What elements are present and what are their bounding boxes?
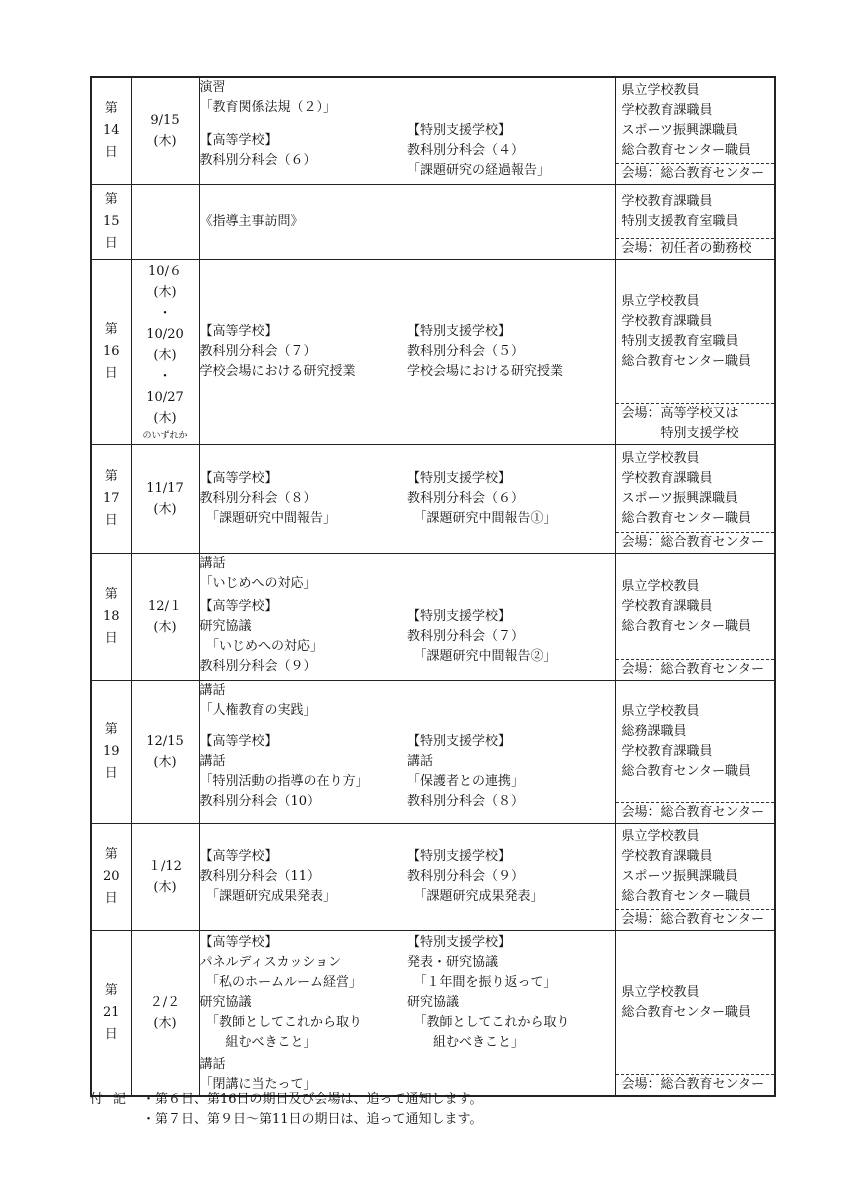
high-school-line: 【高等学校】 bbox=[199, 849, 278, 864]
high-school-line: 教科別分科会（10） bbox=[199, 794, 321, 809]
staff-list bbox=[616, 260, 775, 403]
staff-line: 学校教育課職員 bbox=[621, 598, 713, 614]
common-block bbox=[200, 681, 615, 721]
venue-label: 会場：総合教育センター bbox=[616, 163, 775, 184]
common-block bbox=[200, 1054, 615, 1095]
schedule-row bbox=[91, 445, 775, 554]
high-school-line: パネルディスカッション bbox=[199, 954, 342, 970]
venue-label: 会場：総合教育センター bbox=[616, 802, 775, 823]
special-support-line: 教科別分科会（４） bbox=[407, 143, 525, 158]
content-cell bbox=[199, 931, 615, 1097]
date-label: 12/１ (木) bbox=[148, 599, 182, 635]
day-cell bbox=[91, 185, 131, 260]
staff-wrap bbox=[616, 78, 775, 184]
date-label: ２/２ (木) bbox=[149, 995, 181, 1031]
special-support-line: 「課題研究中間報告①」 bbox=[407, 511, 557, 526]
content-row bbox=[200, 118, 615, 184]
content-grid bbox=[200, 260, 615, 444]
day-cell bbox=[91, 824, 131, 931]
high-school-line: 【高等学校】 bbox=[199, 734, 278, 749]
staff-line: 学校教育課職員 bbox=[621, 848, 713, 864]
content-grid bbox=[200, 931, 615, 1095]
special-support-line: 【特別支援学校】 bbox=[407, 934, 512, 950]
staff-cell bbox=[615, 554, 775, 681]
staff-line: スポーツ振興課職員 bbox=[621, 122, 738, 138]
content-cell bbox=[199, 260, 615, 445]
note-line-2: ・第７日、第９日～第11日の期日は、追って通知します。 bbox=[142, 1112, 483, 1127]
high-school-block bbox=[200, 594, 408, 680]
content-grid bbox=[200, 185, 615, 259]
high-school-line: 教科別分科会（11） bbox=[199, 869, 321, 884]
schedule-row bbox=[91, 824, 775, 931]
content-row bbox=[200, 721, 615, 823]
special-support-line: 【特別支援学校】 bbox=[407, 123, 512, 138]
special-support-line: 【特別支援学校】 bbox=[407, 849, 512, 864]
note-line-1: ・第６日、第16日の期日及び会場は、追って通知します。 bbox=[142, 1092, 483, 1107]
content-cell bbox=[199, 77, 615, 185]
high-school-block bbox=[200, 721, 408, 823]
schedule-row bbox=[91, 931, 775, 1097]
special-support-line: 「教師としてこれから取り bbox=[407, 1014, 570, 1030]
special-support-block bbox=[407, 824, 615, 930]
date-cell bbox=[131, 681, 199, 824]
special-support-line: 教科別分科会（５） bbox=[407, 344, 525, 359]
common-line: 「閉講に当たって」 bbox=[199, 1076, 317, 1092]
high-school-line: 教科別分科会（８） bbox=[199, 491, 317, 506]
staff-line: 学校教育課職員 bbox=[621, 470, 713, 486]
special-support-line: 教科別分科会（６） bbox=[407, 491, 525, 506]
date-label: 11/17 (木) bbox=[146, 481, 184, 517]
special-support-line: 【特別支援学校】 bbox=[407, 609, 512, 624]
staff-cell bbox=[615, 931, 775, 1097]
staff-wrap bbox=[616, 260, 775, 444]
content-cell bbox=[199, 185, 615, 260]
date-cell bbox=[131, 824, 199, 931]
staff-wrap bbox=[616, 824, 775, 930]
staff-cell bbox=[615, 681, 775, 824]
high-school-line: 教科別分科会（６） bbox=[199, 153, 317, 168]
staff-line: 学校教育課職員 bbox=[621, 102, 713, 118]
staff-line: 総合教育センター職員 bbox=[621, 618, 751, 634]
high-school-line: 【高等学校】 bbox=[199, 599, 278, 614]
venue-label: 会場：総合教育センター bbox=[616, 659, 775, 680]
content-row bbox=[200, 78, 615, 118]
staff-line: 学校教育課職員 bbox=[621, 193, 713, 209]
day-cell bbox=[91, 260, 131, 445]
staff-list bbox=[616, 681, 775, 802]
staff-line: 県立学校教員 bbox=[621, 293, 700, 309]
content-row bbox=[200, 445, 615, 553]
day-label: 第 19 日 bbox=[102, 722, 120, 781]
day-label: 第 18 日 bbox=[102, 587, 120, 646]
staff-line: スポーツ振興課職員 bbox=[621, 490, 738, 506]
staff-line: 総合教育センター職員 bbox=[621, 353, 751, 369]
staff-list bbox=[616, 554, 775, 659]
high-school-line: 「課題研究中間報告」 bbox=[199, 511, 337, 526]
high-school-line: 【高等学校】 bbox=[199, 471, 278, 486]
content-row bbox=[200, 824, 615, 930]
high-school-line: 【高等学校】 bbox=[199, 133, 278, 148]
content-row bbox=[200, 185, 615, 259]
date-label: １/12 (木) bbox=[148, 859, 182, 895]
common-line: 「人権教育の実践」 bbox=[199, 703, 317, 718]
staff-line: 総合教育センター職員 bbox=[621, 1004, 751, 1020]
content-row bbox=[200, 1054, 615, 1095]
day-label: 第 14 日 bbox=[102, 101, 120, 160]
day-cell bbox=[91, 931, 131, 1097]
schedule-row bbox=[91, 681, 775, 824]
common-line: 演習 bbox=[199, 80, 226, 95]
content-cell bbox=[199, 554, 615, 681]
staff-line: 総合教育センター職員 bbox=[621, 763, 751, 779]
day-label: 第 15 日 bbox=[102, 192, 120, 251]
special-support-line: 「課題研究成果発表」 bbox=[407, 889, 544, 904]
day-cell bbox=[91, 554, 131, 681]
high-school-block bbox=[200, 118, 408, 184]
staff-line: 総合教育センター職員 bbox=[621, 142, 751, 158]
high-school-line: 研究協議 bbox=[199, 994, 252, 1010]
special-support-line: 「１年間を振り返って」 bbox=[407, 974, 557, 990]
high-school-block bbox=[200, 931, 408, 1054]
staff-wrap bbox=[616, 554, 775, 680]
content-cell bbox=[199, 681, 615, 824]
date-cell bbox=[131, 445, 199, 554]
staff-list bbox=[616, 185, 775, 238]
date-cell bbox=[131, 931, 199, 1097]
date-cell bbox=[131, 554, 199, 681]
schedule-row bbox=[91, 77, 775, 185]
staff-line: 総合教育センター職員 bbox=[621, 510, 751, 526]
common-block bbox=[200, 78, 615, 118]
schedule-row bbox=[91, 554, 775, 681]
content-grid bbox=[200, 681, 615, 823]
staff-list bbox=[616, 445, 775, 532]
high-school-line: 教科別分科会（７） bbox=[199, 344, 317, 359]
staff-list bbox=[616, 931, 775, 1074]
date-label: 12/15 (木) bbox=[146, 734, 184, 770]
staff-line: スポーツ振興課職員 bbox=[621, 868, 738, 884]
staff-line: 県立学校教員 bbox=[621, 578, 700, 594]
high-school-line: 「課題研究成果発表」 bbox=[199, 889, 337, 904]
content-grid bbox=[200, 554, 615, 680]
schedule-page bbox=[90, 76, 774, 1097]
date-label: 10/６ (木) ・ 10/20 (木) ・ 10/27 (木) bbox=[146, 264, 184, 426]
staff-line: 県立学校教員 bbox=[621, 703, 700, 719]
special-support-line: 発表・研究協議 bbox=[407, 954, 499, 970]
high-school-line: 「いじめへの対応」 bbox=[199, 639, 324, 654]
special-support-line: 教科別分科会（８） bbox=[407, 794, 525, 809]
content-row bbox=[200, 594, 615, 680]
schedule-row bbox=[91, 260, 775, 445]
special-support-line: 「課題研究中間報告②」 bbox=[407, 649, 557, 664]
special-support-line: 研究協議 bbox=[407, 994, 460, 1010]
high-school-line: 「私のホームルーム経営」 bbox=[199, 974, 363, 990]
day-cell bbox=[91, 77, 131, 185]
date-cell bbox=[131, 185, 199, 260]
common-line: 講話 bbox=[199, 1056, 226, 1072]
high-school-line: 講話 bbox=[199, 754, 226, 769]
staff-cell bbox=[615, 260, 775, 445]
staff-wrap bbox=[616, 445, 775, 553]
venue-label: 会場：総合教育センター bbox=[616, 909, 775, 930]
staff-list bbox=[616, 824, 775, 909]
special-support-block bbox=[407, 445, 615, 553]
special-support-line: 教科別分科会（９） bbox=[407, 869, 525, 884]
venue-label: 会場：初任者の勤務校 bbox=[616, 238, 775, 259]
special-support-line: 【特別支援学校】 bbox=[407, 734, 512, 749]
notes-section bbox=[90, 1090, 483, 1130]
common-line: 「いじめへの対応」 bbox=[199, 576, 317, 591]
high-school-line: 教科別分科会（９） bbox=[199, 659, 317, 674]
high-school-line: 組むべきこと」 bbox=[199, 1034, 317, 1050]
date-cell bbox=[131, 77, 199, 185]
staff-line: 県立学校教員 bbox=[621, 828, 700, 844]
staff-line: 特別支援教育室職員 bbox=[621, 333, 739, 349]
special-support-block bbox=[407, 594, 615, 680]
high-school-line: 学校会場における研究授業 bbox=[199, 364, 356, 379]
special-support-line: 【特別支援学校】 bbox=[407, 324, 512, 339]
staff-wrap bbox=[616, 931, 775, 1095]
day-cell bbox=[91, 445, 131, 554]
content-block bbox=[200, 185, 615, 259]
high-school-block bbox=[200, 824, 408, 930]
notes-label: 付記 bbox=[90, 1092, 137, 1107]
schedule-row bbox=[91, 185, 775, 260]
high-school-line: 「特別活動の指導の在り方」 bbox=[199, 774, 369, 789]
content-cell bbox=[199, 824, 615, 931]
special-support-line: 教科別分科会（７） bbox=[407, 629, 525, 644]
special-support-line: 学校会場における研究授業 bbox=[407, 364, 564, 379]
common-block bbox=[200, 554, 615, 594]
staff-line: 特別支援教育室職員 bbox=[621, 213, 739, 229]
staff-line: 県立学校教員 bbox=[621, 450, 700, 466]
staff-cell bbox=[615, 77, 775, 185]
high-school-line: 【高等学校】 bbox=[199, 324, 278, 339]
special-support-line: 【特別支援学校】 bbox=[407, 471, 512, 486]
venue-label: 会場：高等学校又は 特別支援学校 bbox=[616, 403, 775, 444]
special-support-block bbox=[407, 260, 615, 444]
date-cell bbox=[131, 260, 199, 445]
day-label: 第 21 日 bbox=[102, 983, 120, 1042]
venue-label: 会場：総合教育センター bbox=[616, 1074, 775, 1095]
content-cell bbox=[199, 445, 615, 554]
staff-line: 学校教育課職員 bbox=[621, 313, 713, 329]
content-row bbox=[200, 554, 615, 594]
staff-line: 総合教育センター職員 bbox=[621, 888, 751, 904]
date-label: 9/15 (木) bbox=[150, 113, 180, 149]
content-grid bbox=[200, 824, 615, 930]
staff-line: 学校教育課職員 bbox=[621, 743, 713, 759]
special-support-block bbox=[407, 721, 615, 823]
common-line: 「教育関係法規（２）」 bbox=[199, 100, 337, 115]
high-school-line: 【高等学校】 bbox=[199, 934, 278, 950]
staff-wrap bbox=[616, 185, 775, 259]
special-support-line: 組むべきこと」 bbox=[407, 1034, 525, 1050]
staff-list bbox=[616, 78, 775, 163]
staff-cell bbox=[615, 445, 775, 554]
high-school-block bbox=[200, 260, 408, 444]
staff-line: 総務課職員 bbox=[621, 723, 687, 739]
content-line: 《指導主事訪問》 bbox=[199, 214, 304, 229]
high-school-line: 研究協議 bbox=[199, 619, 252, 634]
day-cell bbox=[91, 681, 131, 824]
venue-label: 会場：総合教育センター bbox=[616, 532, 775, 553]
special-support-block bbox=[407, 118, 615, 184]
day-label: 第 16 日 bbox=[102, 322, 120, 381]
staff-wrap bbox=[616, 681, 775, 823]
staff-line: 県立学校教員 bbox=[621, 984, 700, 1000]
content-row bbox=[200, 260, 615, 444]
day-label: 第 20 日 bbox=[102, 847, 120, 906]
common-line: 講話 bbox=[199, 556, 226, 571]
content-row bbox=[200, 931, 615, 1054]
content-row bbox=[200, 681, 615, 721]
date-note: のいずれか bbox=[142, 431, 188, 441]
staff-line: 県立学校教員 bbox=[621, 82, 700, 98]
schedule-table bbox=[90, 76, 776, 1097]
high-school-line: 「教師としてこれから取り bbox=[199, 1014, 363, 1030]
special-support-block bbox=[407, 931, 615, 1054]
staff-cell bbox=[615, 185, 775, 260]
staff-cell bbox=[615, 824, 775, 931]
content-grid bbox=[200, 445, 615, 553]
common-line: 講話 bbox=[199, 683, 226, 698]
high-school-block bbox=[200, 445, 408, 553]
special-support-line: 講話 bbox=[407, 754, 434, 769]
special-support-line: 「課題研究の経過報告」 bbox=[407, 163, 551, 178]
special-support-line: 「保護者との連携」 bbox=[407, 774, 525, 789]
day-label: 第 17 日 bbox=[102, 469, 120, 528]
content-grid bbox=[200, 78, 615, 184]
